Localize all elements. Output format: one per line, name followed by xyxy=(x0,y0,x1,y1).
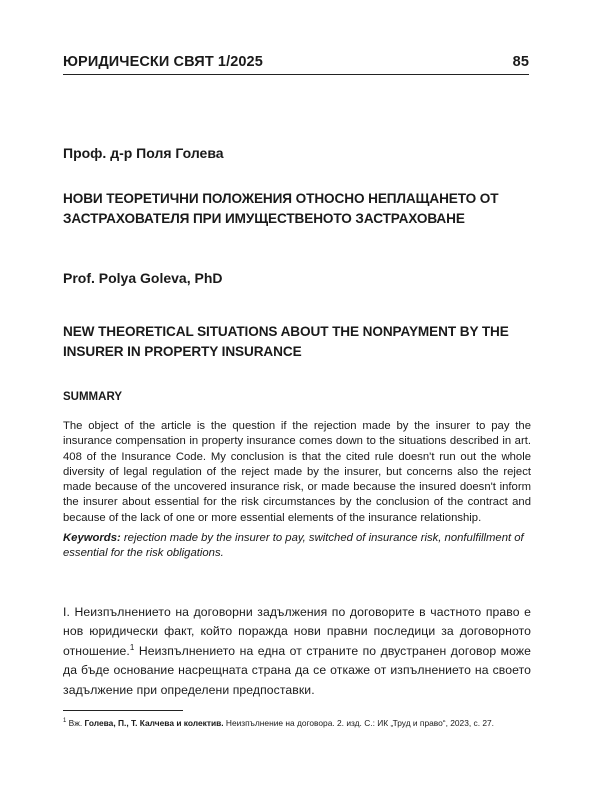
header-rule xyxy=(63,74,529,75)
page-number: 85 xyxy=(512,54,529,70)
footnote-marker: 1 xyxy=(63,718,67,724)
author-name-bg: Проф. д-р Поля Голева xyxy=(63,145,224,161)
summary-text: The object of the article is the question if the rejection made by the insurer to pay the insurance compensation in property insurance comes down to the situations described in art. 408 of the Insurance Code. My conclusion is that the cited rule doesn't run out the whole diversity of legal regulation of the reject made by the insurer, but concerns also the reject made because of the uncovered insurance risk, or made because the insured doesn't inform the insurer about essential for the risk circumstances by the conclusion of the contract and because of the lack of one or more essential elements of the insurance relationship. xyxy=(63,420,531,524)
body-text-part2: Неизпълнението на една от страните по двустранен договор може да бъде основание насрещната страна да се откаже от изпълнението на своето задължение при определени предпоставки. xyxy=(63,643,531,697)
footnote-prefix: Вж. xyxy=(66,717,85,728)
body-text-part1: I. Неизпълнението на договорни задължения по договорите в частното право е нов юридически факт, който поражда нови правни последици за договорното отношение. xyxy=(63,605,531,658)
footnote-authors: Голева, П., Т. Калчева и колектив. xyxy=(84,717,224,728)
running-head xyxy=(63,54,529,70)
keywords xyxy=(63,531,531,562)
body-paragraph xyxy=(63,603,531,700)
summary-heading: SUMMARY xyxy=(63,391,122,403)
article-title-bg: НОВИ ТЕОРЕТИЧНИ ПОЛОЖЕНИЯ ОТНОСНО НЕПЛАЩАНЕТО ОТ ЗАСТРАХОВАТЕЛЯ ПРИ ИМУЩЕСТВЕНОТО ЗАСТРАХОВАНЕ xyxy=(63,191,499,226)
article-title-en: NEW THEORETICAL SITUATIONS ABOUT THE NONPAYMENT BY THE INSURER IN PROPERTY INSURANCE xyxy=(63,324,509,359)
keywords-label: Keywords: xyxy=(63,532,121,544)
author-name-en: Prof. Polya Goleva, PhD xyxy=(63,270,223,286)
footnote-rule xyxy=(63,710,183,711)
journal-name: ЮРИДИЧЕСКИ СВЯТ 1/2025 xyxy=(63,54,263,70)
footnote-source: Неизпълнение на договора. 2. изд. С.: ИК „Труд и право“, 2023, с. 27. xyxy=(223,717,495,728)
keywords-text: rejection made by the insurer to pay, switched of insurance risk, nonfulfillment of essential for the risk obligations. xyxy=(63,532,524,560)
footnote xyxy=(63,716,533,729)
footnote-reference[interactable]: 1 xyxy=(129,642,135,652)
